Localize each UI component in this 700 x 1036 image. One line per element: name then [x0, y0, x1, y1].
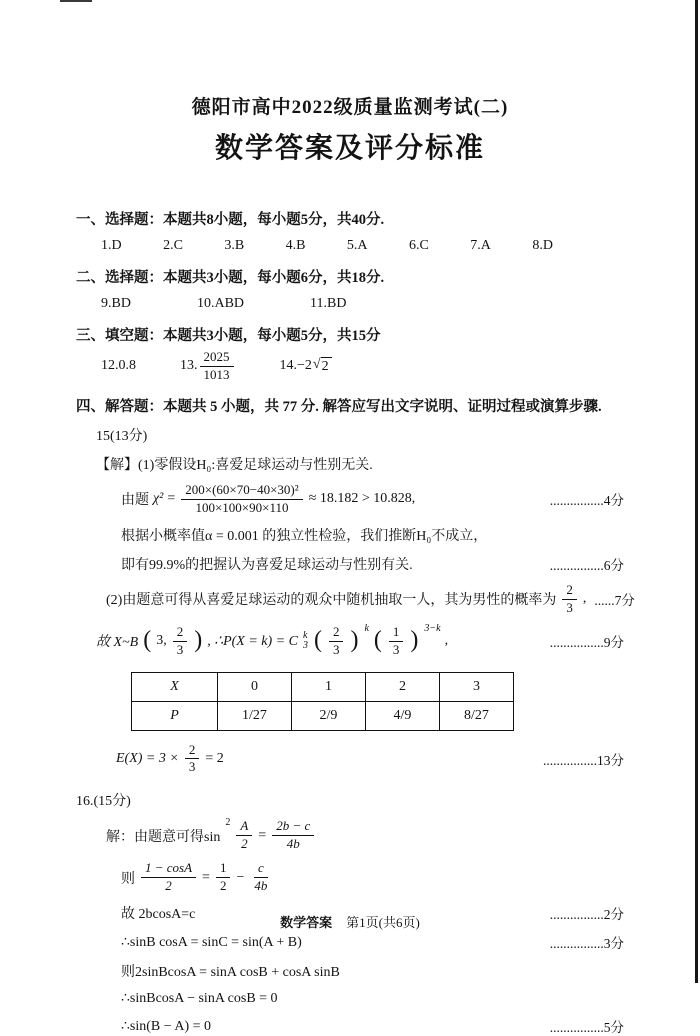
answer-5: 5.A: [346, 238, 368, 253]
combination-sub-sup: [303, 631, 308, 652]
score-mark: ................6分: [549, 557, 624, 573]
table-cell: X: [132, 672, 218, 701]
answer-13-label: 13.: [180, 358, 198, 374]
footer-doc-label: 数学答案: [280, 915, 333, 930]
q15-conclusion-line: [121, 554, 624, 574]
section-4-title: 四、解答题：本题共 5 小题，共 77 分. 解答应写出文字说明、证明过程或演算步骤.: [76, 398, 602, 415]
score-mark: ................9分: [549, 635, 624, 651]
table-cell: 2: [366, 672, 440, 701]
score-mark: ................4分: [549, 493, 624, 509]
scan-artifact-mark: [60, 0, 92, 2]
q15-chi-square-line: [121, 483, 624, 516]
q16-l2-pre: 则: [121, 871, 135, 887]
left-paren: (: [143, 627, 152, 654]
answer-7: 7.A: [470, 238, 491, 253]
scan-edge-line: [695, 0, 698, 983]
exponent-k: k: [364, 622, 369, 634]
left-paren: (: [373, 627, 382, 654]
fraction: $\frac{\text{200×(60×70−40×30)²}}{100\times 100\times 90\times 110}$: [181, 483, 302, 516]
table-cell: 1: [292, 672, 366, 701]
step-text: ∴sinB cosA = sinC = sin(A + B): [121, 934, 302, 950]
q15-binomial-line: [96, 622, 624, 658]
answer-1: 1.D: [101, 238, 122, 253]
answer-12: 12.0.8: [101, 358, 136, 374]
score-mark: ................13分: [543, 752, 624, 768]
step-text: ∴sin(B − A) = 0: [121, 1018, 212, 1034]
fraction: $\frac{c}{4b}$: [254, 860, 268, 894]
chi-result: ≈ 18.182 > 10.828,: [308, 491, 416, 507]
q16-l1-pre: 解：由题意可得sin: [106, 829, 221, 845]
answer-4: 4.B: [285, 238, 306, 253]
answer-8: 8.D: [532, 238, 553, 253]
sqrt-radical: √ 2: [313, 357, 332, 376]
minus-sign: −: [236, 869, 245, 885]
distribution-table: [131, 672, 514, 731]
section-1-answers: [101, 238, 553, 254]
combination-subscript: 3: [302, 640, 308, 652]
chi-pre: 由题: [121, 493, 149, 509]
right-paren: ): [194, 627, 203, 654]
q16-heading: 16.(15分): [76, 794, 131, 810]
fraction: $\frac{2025}{1013}$: [200, 350, 234, 383]
fraction: $\frac{2}{3}$: [173, 625, 188, 658]
table-cell: 8/27: [440, 701, 514, 730]
table-cell: 4/9: [366, 701, 440, 730]
equals-sign: =: [202, 869, 210, 885]
doc-title: 数学答案及评分标准: [214, 133, 485, 164]
q16-line-2: [121, 861, 624, 894]
fraction: $\frac{A}{2}$: [236, 819, 252, 852]
expectation-pre: E(X) = 3 ×: [116, 750, 179, 766]
score-mark: ................2分: [549, 907, 624, 923]
q16-step-text: [121, 934, 302, 951]
section-3-title: 三、填空题：本题共3小题，每小题5分，共15分: [76, 328, 381, 344]
answer-6: 6.C: [408, 238, 429, 253]
fraction: $\frac{1}{2}$: [216, 861, 231, 894]
answer-3: 3.B: [224, 238, 245, 253]
fraction: $\frac{2b - c}{4b}$: [272, 819, 314, 852]
q15-heading: 15(13分): [96, 428, 148, 444]
section-2-answers: [101, 296, 624, 312]
exponent-3-minus-k: 3−k: [424, 622, 441, 634]
q15-expectation-line: [116, 743, 624, 776]
table-row-p: [132, 701, 514, 730]
q16-line-1: [106, 819, 624, 852]
expectation-expression: [116, 743, 224, 776]
fraction: $\frac{2}{3}$: [185, 743, 200, 776]
answer-11: 11.BD: [310, 296, 347, 311]
right-paren: ): [350, 627, 359, 654]
q16-line-6: ∴sinBcosA − sinA cosB = 0: [121, 991, 278, 1007]
expectation-result: = 2: [205, 750, 224, 766]
part2-text: (2)由题意可得从喜爱足球运动的观众中随机抽取一人，其为男性的概率为: [106, 593, 557, 609]
answer-14: [280, 357, 332, 376]
section-3-answers: [101, 350, 624, 383]
binomial-pre: 故 X~B: [96, 635, 139, 651]
footer-page-number: 第1页(共6页): [346, 915, 420, 930]
binomial-expression: [96, 622, 449, 658]
comma: ,: [582, 591, 587, 607]
q15-solution-p2: 根据小概率值α = 0.001 的独立性检验，我们推断H₀不成立，: [121, 528, 488, 544]
exam-title: 德阳市高中2022级质量监测考试(二): [191, 97, 509, 118]
q15-part2-line: [106, 581, 635, 616]
q16-line-4: [121, 932, 624, 952]
score-mark: ................5分: [549, 1020, 624, 1036]
sin-squared-exponent: 2: [225, 817, 231, 829]
score-mark: ................3分: [549, 936, 624, 952]
q16-step-text: [121, 1018, 211, 1035]
table-cell: P: [132, 701, 218, 730]
fraction: $\frac{1}{3}$: [389, 625, 404, 658]
chi-square-expression: [121, 483, 415, 516]
q16-expression-2: [121, 861, 273, 894]
answer-13: [180, 350, 236, 383]
fraction: $\frac{2}{3}$: [329, 625, 344, 658]
answer-2: 2.C: [163, 238, 183, 253]
left-paren: (: [313, 627, 322, 654]
table-cell: 1/27: [218, 701, 292, 730]
equals-sign: =: [167, 491, 176, 507]
comma: ,: [444, 633, 449, 649]
fraction: $\frac{1 - \cos A}{2}$: [141, 861, 196, 894]
chi-lhs: χ²: [153, 491, 164, 507]
table-cell: 3: [440, 672, 514, 701]
page-footer: [0, 912, 700, 931]
table-cell: 0: [218, 672, 292, 701]
q16-line-5: 则2sinBcosA = sinA cosB + cosA sinB: [121, 965, 340, 981]
binomial-n: 3,: [156, 633, 167, 649]
answer-9: 9.BD: [101, 296, 131, 311]
table-cell: 2/9: [292, 701, 366, 730]
q16-expression-1: [106, 819, 316, 852]
conclusion-text: 即有99.9%的把握认为喜爱足球运动与性别有关.: [121, 557, 413, 573]
section-1-title: 一、选择题：本题共8小题，每小题5分，共40分.: [76, 212, 385, 228]
q15-conclusion-text: [121, 554, 413, 574]
section-2-title: 二、选择题：本题共3小题，每小题6分，共18分.: [76, 270, 385, 286]
q15-part2-expression: [106, 583, 586, 616]
q15-solution-p1: 【解】(1)零假设H₀:喜爱足球运动与性别无关.: [96, 457, 373, 473]
right-paren: ): [410, 627, 419, 654]
fraction: $\frac{2}{3}$: [562, 583, 577, 616]
probability-mid: , ∴P(X = k) = C: [207, 633, 298, 649]
table-row-x: [132, 672, 514, 701]
q16-line-7: [121, 1016, 624, 1036]
combination-superscript: k: [302, 629, 308, 641]
answer-14-prefix: 14.−2: [279, 358, 312, 374]
equals-sign: =: [258, 827, 267, 843]
answer-10: 10.ABD: [196, 296, 245, 311]
score-mark: ......7分: [594, 593, 635, 609]
step-text: 故 2bcosA=c: [121, 907, 196, 923]
